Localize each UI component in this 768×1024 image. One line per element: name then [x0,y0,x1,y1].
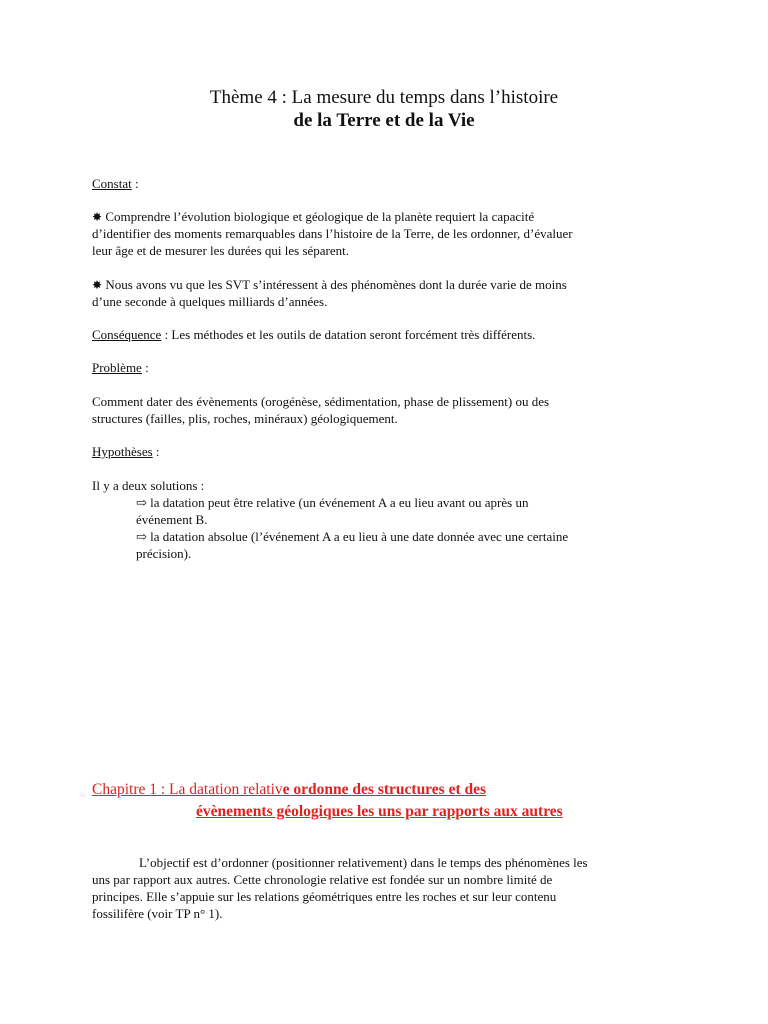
asterisk-bullet-icon: ✸ [92,278,103,292]
arrow-right-icon: ⇨ [136,529,147,544]
constat-p1-text-3: leur âge et de mesurer les durées qui les séparent. [92,243,350,258]
hypotheses-intro: Il y a deux solutions : [92,478,205,493]
chapter-prefix: Chapitre 1 : La datation relativ [92,781,283,798]
consequence-text: : Les méthodes et les outils de datation seront forcément très différents. [161,327,536,342]
constat-p1-text-1: Comprendre l’évolution biologique et géologique de la planète requiert la capacité [105,209,535,224]
hypothesis-1-text-2: événement B. [136,512,208,527]
hypothesis-item-1-line1 [136,494,676,511]
probleme-label: Problème [92,360,142,375]
constat-label: Constat [92,176,132,191]
constat-p2-text-2: d’une seconde à quelques milliards d’années. [92,294,328,309]
constat-paragraph-2-line1 [92,276,682,294]
chapter-heading-line1 [92,780,486,800]
chapter-bold-part1: e ordonne des structures et des [282,781,487,798]
hypotheses-colon: : [152,444,160,459]
hypothesis-item-2-line1 [136,528,676,545]
consequence-line [92,326,682,343]
objectif-text-1: L’objectif est d’ordonner (positionner relativement) dans le temps des phénomènes les [139,855,588,870]
hypothesis-2-text-2: précision). [136,546,192,561]
hypothesis-2-text-1: la datation absolue (l’événement A a eu lieu à une date donnée avec une certaine [150,529,569,544]
constat-heading [92,175,682,192]
chapter-bold-part2: évènements géologiques les uns par rapports aux autres [196,803,563,820]
probleme-text-2: structures (failles, plis, roches, minéraux) géologiquement. [92,411,398,426]
probleme-colon: : [141,360,149,375]
constat-colon: : [131,176,139,191]
chapter-heading-line2 [196,802,563,822]
constat-p2-text-1: Nous avons vu que les SVT s’intéressent à des phénomènes dont la durée varie de moins [105,277,567,292]
hypotheses-heading [92,443,682,460]
objectif-text-2: uns par rapport aux autres. Cette chronologie relative est fondée sur un nombre limité de [92,872,553,887]
objectif-text-4: fossilifère (voir TP n° 1). [92,906,223,921]
constat-p1-text-2: d’identifier des moments remarquables dans l’histoire de la Terre, de les ordonner, d’évaluer [92,226,573,241]
hypotheses-label: Hypothèses [92,444,153,459]
probleme-text-1: Comment dater des évènements (orogénèse, sédimentation, phase de plissement) ou des [92,394,550,409]
document-title-line1: Thème 4 : La mesure du temps dans l’histoire [209,87,559,108]
probleme-heading [92,359,682,376]
hypothesis-1-text-1: la datation peut être relative (un événement A a eu lieu avant ou après un [150,495,529,510]
asterisk-bullet-icon: ✸ [92,210,103,224]
document-title-line2: de la Terre et de la Vie [293,110,475,131]
consequence-label: Conséquence [92,327,162,342]
constat-paragraph-1-line1 [92,208,682,226]
objectif-text-3: principes. Elle s’appuie sur les relations géométriques entre les roches et sur leur contenu [92,889,557,904]
arrow-right-icon: ⇨ [136,495,147,510]
